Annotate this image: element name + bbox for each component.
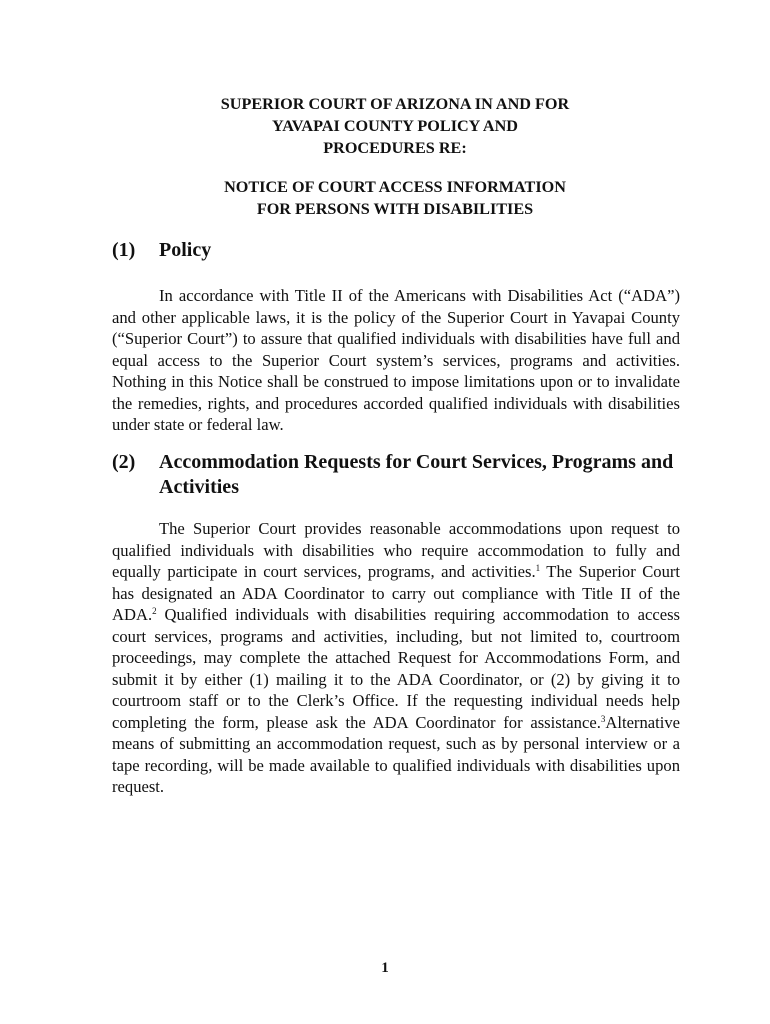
- section-2-title: Accommodation Requests for Court Services, Programs and Activities: [159, 451, 674, 498]
- document-title: [110, 93, 680, 159]
- document-subtitle: [110, 176, 680, 220]
- title-line: SUPERIOR COURT OF ARIZONA IN AND FOR: [220, 95, 570, 113]
- section-1-heading: [112, 238, 682, 263]
- title-line: PROCEDURES RE:: [323, 139, 467, 157]
- section-2-text: Qualified individuals with disabilities requiring accommodation to access court services, programs and activities, including, but not limited to, courtroom proceedings, may complete the attached Request for Accommodations Form, and submit it by either (1) mailing it to the ADA Coordinator, or (2) by giving it to courtroom staff or to the Clerk’s Office. If the requesting individual needs help completing the form, please ask the ADA Coordinator for assistance.: [112, 605, 680, 732]
- subtitle-line: NOTICE OF COURT ACCESS INFORMATION: [224, 178, 566, 196]
- section-1-body: In accordance with Title II of the Americans with Disabilities Act (“ADA”) and other applicable laws, it is the policy of the Superior Court in Yavapai County (“Superior Court”) to assure that qualified individuals with disabilities have full and equal access to the Superior Court system’s services, programs and activities. Nothing in this Notice shall be construed to impose limitations upon or to invalidate the remedies, rights, and procedures accorded qualified individuals with disabilities under state or federal law.: [112, 286, 680, 434]
- page-number: 1: [381, 960, 389, 976]
- section-2-text: The Superior Court provides reasonable accommodations upon request to qualified individuals with disabilities who require accommodation to fully and equally participate in court services, programs, and activities.: [112, 519, 680, 581]
- section-1-title: Policy: [159, 239, 212, 261]
- section-2-body: [112, 518, 680, 798]
- section-2-text: Alternative means of submitting an accommodation request, such as by personal interview or a tape recording, will be made available to qualified individuals with disabilities upon request.: [112, 712, 680, 796]
- footnote-ref-2[interactable]: 2: [152, 606, 157, 616]
- section-2-number: (2): [112, 451, 136, 473]
- footnote-ref-1[interactable]: 1: [535, 563, 541, 573]
- title-line: YAVAPAI COUNTY POLICY AND: [272, 117, 518, 135]
- footnote-ref-3[interactable]: 3: [600, 713, 606, 724]
- section-1-number: (1): [112, 239, 136, 261]
- subtitle-line: FOR PERSONS WITH DISABILITIES: [256, 200, 534, 218]
- section-2-heading: [112, 450, 682, 500]
- section-2-text: The Superior Court has designated an ADA Coordinator to carry out compliance with Title II of the ADA.: [112, 562, 680, 624]
